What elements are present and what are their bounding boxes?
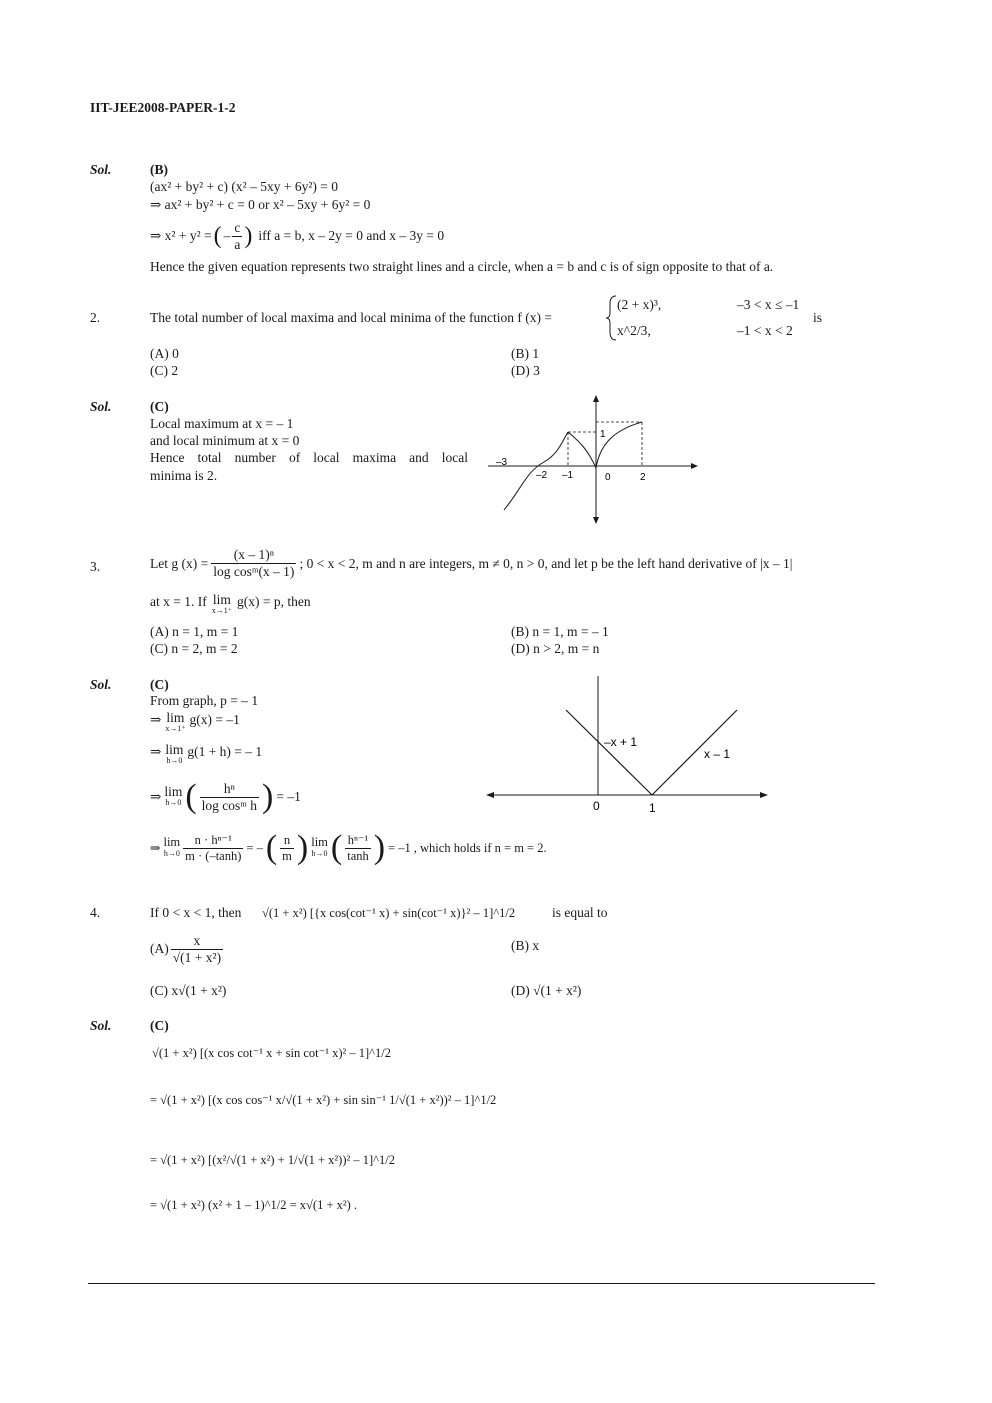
- q2-option-c[interactable]: (C) 2: [150, 363, 179, 378]
- sol-label-1: Sol.: [90, 162, 112, 177]
- sol3-line4: ⇒ lim h→0 ( $\frac{\text{hⁿ}}{\text{log cosᵐ h}}$ ) = –1: [150, 778, 301, 815]
- sol1-line3-rhs: iff a = b, x – 2y = 0 and x – 3y = 0: [258, 228, 445, 243]
- label-one: 1: [649, 801, 656, 812]
- sol3-line4-tail: = –1: [276, 789, 301, 804]
- label-neg-x-plus-1: –x + 1: [604, 735, 638, 749]
- q3-option-b[interactable]: (B) n = 1, m = – 1: [511, 624, 609, 639]
- q3-line2: [150, 594, 311, 616]
- frac-b-num: n: [280, 833, 294, 849]
- q3-number: 3.: [90, 559, 101, 574]
- frac-c-num: hⁿ⁻¹: [345, 832, 371, 849]
- sol3-frac-num: hⁿ: [200, 781, 259, 798]
- lim-word: lim: [166, 710, 185, 725]
- sol4-line4: = √(1 + x²) (x² + 1 – 1)^1/2 = x√(1 + x²) .: [150, 1198, 358, 1212]
- q3-fraction: [211, 547, 296, 580]
- q4-option-d[interactable]: (D) √(1 + x²): [511, 983, 582, 998]
- frac-c-den: tanh: [347, 849, 369, 863]
- q3-line1: [150, 547, 792, 580]
- q3-option-c[interactable]: (C) n = 2, m = 2: [150, 641, 238, 656]
- sol3-graph: [484, 672, 774, 812]
- sol1-line1: (ax² + by² + c) (x² – 5xy + 6y²) = 0: [150, 179, 338, 194]
- frac-num: c: [234, 219, 241, 235]
- page-header: IIT-JEE2008-PAPER-1-2: [90, 100, 236, 115]
- q4-option-b[interactable]: (B) x: [511, 938, 540, 953]
- label-one: 1: [600, 429, 606, 440]
- q2-text: The total number of local maxima and local minima of the function f (x) =: [150, 310, 552, 325]
- q3-frac-den: log cosᵐ(x – 1): [213, 564, 295, 579]
- sol3-fraction: [200, 781, 259, 814]
- y-axis-arrow-up: [593, 395, 599, 402]
- sol3-line2-expr: g(x) = –1: [189, 712, 240, 727]
- frac-c: [345, 832, 371, 864]
- label-two: 2: [640, 472, 646, 483]
- x-axis-arrow: [691, 463, 698, 469]
- frac-a-den: m · (–tanh): [185, 849, 242, 863]
- sol3-line5: ⇒ lim h→0 $\frac{\text{n · hⁿ⁻¹}}{m \cdot (-\tanh)}$ = – ( $\frac{n}{m}$ ) lim h→0 ( $\frac{\text{hⁿ⁻¹}}{\tanh}$ ) = –1 , which holds if n = m = 2.: [150, 829, 547, 866]
- q3-frac-num: (x – 1)ⁿ: [211, 547, 296, 564]
- implies-symbol: ⇒: [150, 712, 162, 727]
- sol-label-2: Sol.: [90, 399, 112, 414]
- q4-option-a-label: (A): [150, 941, 169, 956]
- sol2-line2: and local minimum at x = 0: [150, 433, 300, 448]
- frac-den: a: [234, 236, 241, 252]
- footer-rule: [88, 1283, 875, 1284]
- q2-case2: x^2/3,: [617, 323, 651, 338]
- x-axis-arrow-left: [486, 792, 494, 798]
- sol2-line3: Hence total number of local maxima and local: [150, 450, 468, 465]
- sol-label-3: Sol.: [90, 677, 112, 692]
- sol2-line1: Local maximum at x = – 1: [150, 416, 294, 431]
- label-minus3: –3: [496, 457, 508, 468]
- label-zero: 0: [605, 472, 611, 483]
- sol-label-4: Sol.: [90, 1018, 112, 1033]
- equals-minus: = –: [246, 840, 263, 855]
- line-neg-x-plus-1: [566, 710, 652, 795]
- sol3-answer: (C): [150, 677, 169, 692]
- q3-lim-word: lim: [212, 592, 231, 607]
- q4-option-a-fraction: [171, 933, 223, 966]
- lim-word: lim: [164, 784, 183, 799]
- sol4-answer: (C): [150, 1018, 169, 1033]
- q3-rest: ; 0 < x < 2, m and n are integers, m ≠ 0, n > 0, and let p be the left hand derivative of |x – 1|: [299, 555, 793, 571]
- q3-line2-b: g(x) = p, then: [236, 594, 311, 609]
- q2-option-d[interactable]: (D) 3: [511, 363, 540, 378]
- frac-a: [183, 832, 243, 864]
- sol3-line2: [150, 712, 240, 734]
- sol2-line4: minima is 2.: [150, 468, 218, 483]
- label-x-minus-1: x – 1: [704, 747, 731, 761]
- sol3-lim-2: [165, 744, 183, 766]
- label-minus2: –2: [536, 470, 548, 481]
- y-axis-arrow-down: [593, 517, 599, 524]
- implies-symbol: ⇒: [150, 744, 162, 759]
- sol1-answer: (B): [150, 162, 168, 177]
- sol3-lim-3: [164, 786, 182, 808]
- sol2-graph: [484, 392, 704, 526]
- sol2-answer: (C): [150, 399, 169, 414]
- sol3-line1: From graph, p = – 1: [150, 693, 259, 708]
- label-minus1: –1: [562, 470, 574, 481]
- q3-line2-a: at x = 1. If: [150, 594, 207, 609]
- q2-case1: (2 + x)³,: [617, 297, 662, 312]
- c-over-a-fraction: [232, 220, 242, 253]
- frac-b-den: m: [282, 848, 292, 863]
- q4-expression: √(1 + x²) [{x cos(cot⁻¹ x) + sin(cot⁻¹ x)}² – 1]^1/2: [262, 906, 516, 920]
- q4-option-a[interactable]: [150, 929, 223, 969]
- frac-b: [280, 833, 294, 864]
- q2-number: 2.: [90, 310, 101, 325]
- lim-sub: h→0: [165, 798, 182, 807]
- q3-lim-sub: x→1⁺: [211, 606, 232, 615]
- sol3-frac-den: log cosᵐ h: [201, 797, 258, 813]
- sol3-line3: [150, 744, 262, 766]
- frac-a-num: n · hⁿ⁻¹: [183, 832, 243, 849]
- lim-sub: h→0: [163, 849, 180, 858]
- q2-option-a[interactable]: (A) 0: [150, 346, 179, 361]
- sol3-lim-1: [165, 712, 185, 734]
- sol1-line3-lhs: ⇒ x² + y² =: [150, 228, 212, 243]
- q3-option-a[interactable]: (A) n = 1, m = 1: [150, 624, 239, 639]
- sol4-line3: = √(1 + x²) [(x²/√(1 + x²) + 1/√(1 + x²))² – 1]^1/2: [150, 1153, 395, 1167]
- q4-option-c[interactable]: (C) x√(1 + x²): [150, 983, 227, 998]
- implies-symbol: ⇒: [150, 841, 161, 855]
- q2-tail: is: [813, 310, 823, 325]
- sol1-line2: ⇒ ax² + by² + c = 0 or x² – 5xy + 6y² = 0: [150, 197, 371, 212]
- sol1-line3: ⇒ x² + y² = ( – $\frac{c}{a}$ ) iff a = b, x – 2y = 0 and x – 3y = 0: [150, 219, 445, 252]
- lim-word: lim: [165, 742, 184, 757]
- q4-text: If 0 < x < 1, then: [150, 905, 242, 920]
- lim-word: lim: [163, 835, 181, 849]
- lim-block: [163, 837, 180, 859]
- lim-block: [311, 837, 328, 859]
- x-axis-arrow-right: [760, 792, 768, 798]
- sol1-line4: Hence the given equation represents two straight lines and a circle, when a = b and c is of sign opposite to that of a.: [150, 259, 774, 274]
- implies-symbol: ⇒: [150, 789, 162, 804]
- q3-limit: [212, 594, 232, 616]
- q4-tail: is equal to: [552, 905, 608, 920]
- sol4-line1: √(1 + x²) [(x cos cot⁻¹ x + sin cot⁻¹ x)² – 1]^1/2: [152, 1046, 392, 1060]
- frac-num: x: [171, 933, 223, 950]
- left-cusp-curve: [568, 432, 596, 468]
- q3-let: Let g (x) =: [150, 555, 209, 571]
- sol3-line5-tail: , which holds if n = m = 2.: [413, 840, 547, 855]
- q3-option-d[interactable]: (D) n > 2, m = n: [511, 641, 600, 656]
- lim-word: lim: [311, 835, 328, 849]
- lim-sub: h→0: [166, 756, 183, 765]
- sol4-line2: = √(1 + x²) [(x cos cos⁻¹ x/√(1 + x²) + sin sin⁻¹ 1/√(1 + x²))² – 1]^1/2: [150, 1093, 497, 1107]
- lim-sub: x→1⁺: [165, 724, 186, 733]
- sol3-line3-expr: g(1 + h) = – 1: [187, 744, 263, 759]
- q2-case1-cond: –3 < x ≤ –1: [737, 297, 800, 312]
- q2-option-b[interactable]: (B) 1: [511, 346, 540, 361]
- q2-case2-cond: –1 < x < 2: [737, 323, 793, 338]
- equals-minus-one: = –1: [388, 840, 411, 855]
- lim-sub: h→0: [311, 849, 328, 858]
- q4-number: 4.: [90, 905, 101, 920]
- label-origin: 0: [593, 799, 600, 812]
- frac-den: √(1 + x²): [172, 949, 222, 965]
- minus-sign: –: [223, 228, 231, 243]
